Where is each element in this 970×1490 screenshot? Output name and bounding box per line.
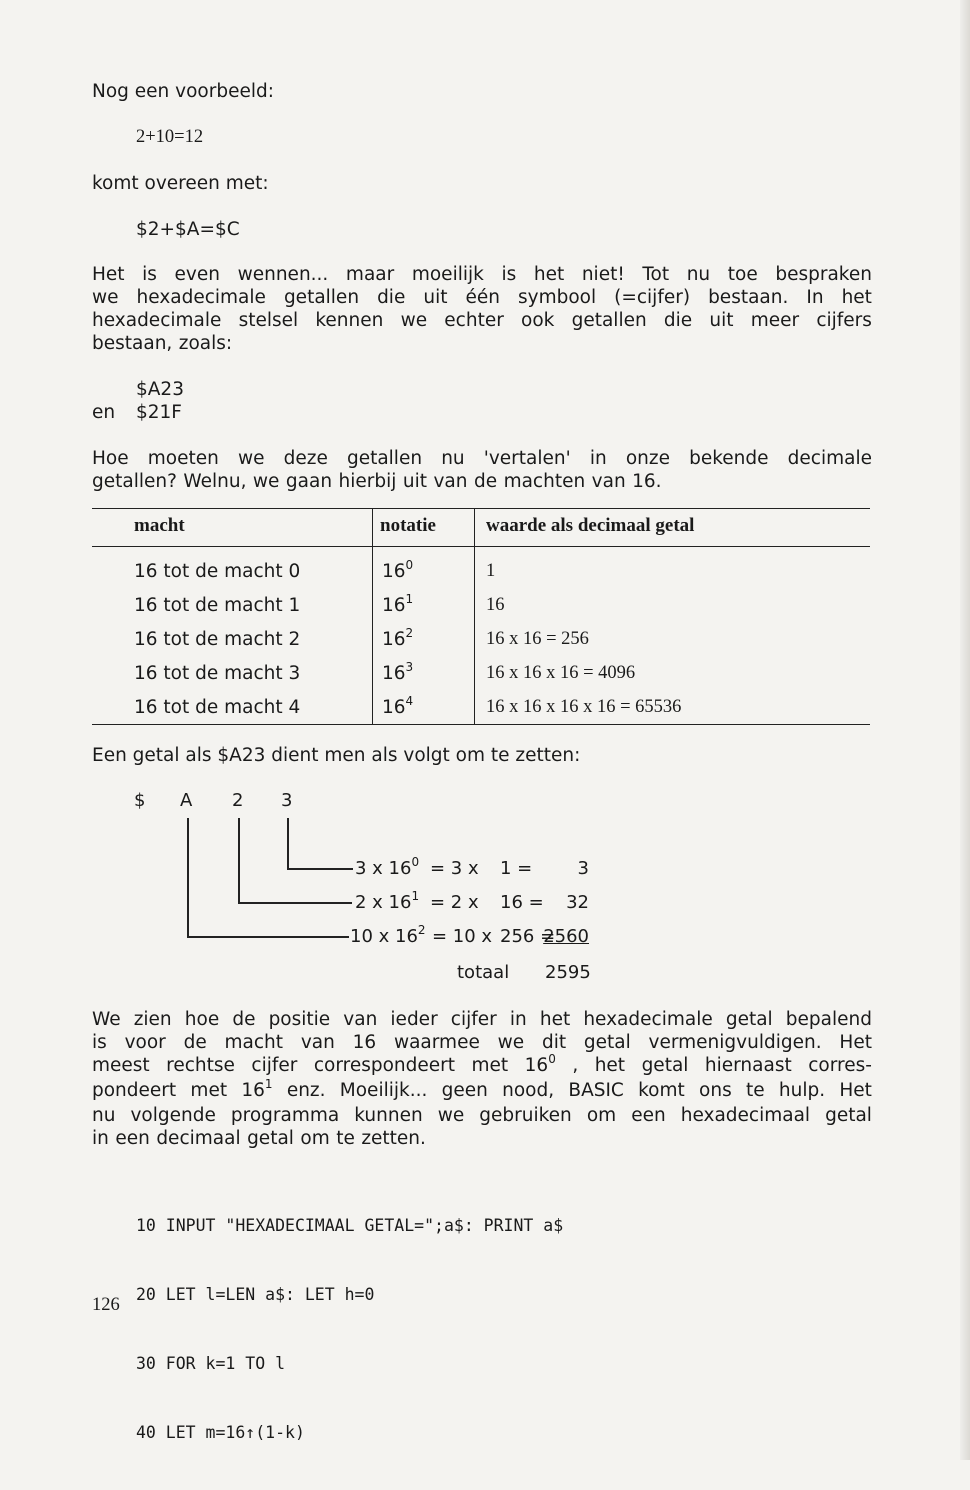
word: corres- xyxy=(808,1055,872,1076)
connector-digit-3 xyxy=(287,818,289,869)
header-macht: macht xyxy=(134,515,185,536)
word: , xyxy=(572,1055,579,1076)
word: de xyxy=(473,471,498,492)
word: getallen xyxy=(283,287,360,308)
word: hiernaast xyxy=(704,1055,792,1076)
word: zien xyxy=(133,1009,172,1030)
connector-arrow-2 xyxy=(238,902,352,904)
code-line-10: 10 INPUT "HEXADECIMAAL GETAL=";a$: PRINT a$ xyxy=(136,1216,564,1235)
word: het xyxy=(594,1055,626,1076)
paragraph-1 xyxy=(92,263,872,355)
word: echter xyxy=(444,310,504,331)
word: getal xyxy=(641,1055,689,1076)
word: positie xyxy=(268,1009,331,1030)
word: ieder xyxy=(390,1009,438,1030)
diagram-equals: = 2 x xyxy=(430,892,479,913)
word: meest xyxy=(92,1055,150,1076)
word: even xyxy=(174,264,220,285)
word: in xyxy=(589,448,607,469)
example-hex-21f: $21F xyxy=(136,402,182,423)
word: de xyxy=(183,1032,207,1053)
word: bestaan, xyxy=(92,333,173,354)
connector-arrow-3 xyxy=(287,868,353,870)
word: enz. xyxy=(286,1080,326,1101)
komt-overeen-line: komt overeen met: xyxy=(92,173,269,194)
word: cijfer xyxy=(251,1055,298,1076)
word: Moeilijk... xyxy=(339,1080,428,1101)
word: bestaan. xyxy=(708,287,789,308)
cell-macht: 16 tot de macht 2 xyxy=(134,629,301,650)
diagram-factor: 10 x $16^2$ xyxy=(350,923,426,947)
word: stelsel xyxy=(238,310,299,331)
word: bepalend xyxy=(785,1009,872,1030)
word: van xyxy=(433,471,468,492)
example-hex-a23: $A23 xyxy=(136,379,184,400)
basic-listing xyxy=(136,1168,563,1490)
word: uit xyxy=(402,471,428,492)
table-col-divider xyxy=(474,508,475,724)
word: decimaal xyxy=(156,1128,241,1149)
word: getal xyxy=(825,1105,872,1126)
word: te xyxy=(336,1128,355,1149)
total-value: 2595 xyxy=(545,962,591,983)
connector-digit-2 xyxy=(238,818,240,903)
digit-dollar: $ xyxy=(134,790,146,811)
word: het xyxy=(539,1009,571,1030)
word: meer xyxy=(750,310,800,331)
word: we xyxy=(237,448,265,469)
diagram-result: 32 xyxy=(566,892,589,913)
word: wennen... xyxy=(237,264,329,285)
word: is xyxy=(501,264,517,285)
word: Hoe xyxy=(92,448,129,469)
word: macht xyxy=(224,1032,284,1053)
word: onze xyxy=(625,448,670,469)
word: hexadecimale xyxy=(92,310,222,331)
word: getal xyxy=(583,1032,631,1053)
diagram-equals: = 3 x xyxy=(430,858,479,879)
word: die xyxy=(663,310,693,331)
word: cijfer xyxy=(450,1009,497,1030)
word: (=cijfer) xyxy=(614,287,691,308)
paragraph-1-line xyxy=(92,309,872,332)
word: getal xyxy=(725,1009,773,1030)
cell-notatie: $16^1$ xyxy=(382,592,414,616)
cell-waarde: 16 x 16 x 16 x 16 = 65536 xyxy=(486,697,682,717)
word: nu xyxy=(92,1105,116,1126)
word: om xyxy=(300,1128,330,1149)
intro-line: Nog een voorbeeld: xyxy=(92,81,274,102)
word: In xyxy=(806,287,824,308)
cell-waarde: 16 x 16 = 256 xyxy=(486,629,589,649)
connector-digit-a xyxy=(187,818,189,937)
word: BASIC xyxy=(568,1080,624,1101)
word: bespraken xyxy=(775,264,872,285)
word: toe xyxy=(727,264,758,285)
diagram-factor: 3 x $16^0$ xyxy=(355,855,420,879)
connector-arrow-a xyxy=(187,936,349,938)
cell-notatie: $16^0$ xyxy=(382,558,414,582)
word: uit xyxy=(423,287,448,308)
cell-macht: 16 tot de macht 0 xyxy=(134,561,301,582)
word: bekende xyxy=(689,448,769,469)
word: rechtse xyxy=(166,1055,235,1076)
word: we xyxy=(400,310,428,331)
word: zetten. xyxy=(361,1128,426,1149)
diagram-power: 1 = xyxy=(500,858,533,879)
code-line-20: 20 LET l=LEN a$: LET h=0 xyxy=(136,1285,375,1304)
word: om xyxy=(586,1105,617,1126)
word: geen xyxy=(441,1080,488,1101)
word: gaan xyxy=(285,471,333,492)
word: we xyxy=(437,1105,465,1126)
word: ons xyxy=(699,1080,732,1101)
word: 'vertalen' xyxy=(483,448,571,469)
word: we xyxy=(497,1032,525,1053)
paragraph-2 xyxy=(92,447,872,493)
word: met xyxy=(471,1055,509,1076)
table-col-divider xyxy=(372,508,373,724)
word: Het xyxy=(839,1032,872,1053)
word: Tot xyxy=(642,264,670,285)
paragraph-3-line xyxy=(92,1127,872,1150)
diagram-result: 2560 xyxy=(543,926,589,947)
code-line-40: 40 LET m=16↑(1-k) xyxy=(136,1423,305,1442)
total-label: totaal xyxy=(457,962,510,983)
word: 16 xyxy=(352,1032,377,1053)
paragraph-1-line xyxy=(92,332,872,355)
paragraph-2-line xyxy=(92,447,872,470)
word: het xyxy=(841,287,872,308)
word: in xyxy=(92,1128,109,1149)
word: getallen? xyxy=(92,471,177,492)
paragraph-3-line xyxy=(92,1104,872,1127)
word: Welnu, xyxy=(183,471,247,492)
word: een xyxy=(115,1128,150,1149)
cell-notatie: $16^3$ xyxy=(382,660,414,684)
cell-notatie: $16^2$ xyxy=(382,626,414,650)
word: machten xyxy=(503,471,586,492)
word: hoe xyxy=(184,1009,220,1030)
word: deze xyxy=(283,448,328,469)
digit-3: 3 xyxy=(281,790,293,811)
word: volgende xyxy=(130,1105,216,1126)
word: met xyxy=(190,1080,228,1101)
paragraph-2-line xyxy=(92,470,872,493)
word: $16^0$ xyxy=(524,1052,556,1076)
cell-macht: 16 tot de macht 3 xyxy=(134,663,301,684)
word: hexadecimale xyxy=(136,287,266,308)
paragraph-3-line xyxy=(92,1079,872,1104)
word: getallen xyxy=(571,310,647,331)
diagram-power: 16 = xyxy=(500,892,544,913)
diagram-factor: 2 x $16^1$ xyxy=(355,889,420,913)
word: van xyxy=(343,1009,378,1030)
cell-notatie: $16^4$ xyxy=(382,694,414,718)
word: we xyxy=(92,287,119,308)
word: $16^1$ xyxy=(241,1077,273,1101)
word: programma xyxy=(230,1105,340,1126)
word: hulp. xyxy=(778,1080,826,1101)
word: komt xyxy=(638,1080,685,1101)
word: symbool xyxy=(518,287,597,308)
page-number: 126 xyxy=(92,1295,120,1315)
word: niet! xyxy=(581,264,625,285)
paragraph-3-line xyxy=(92,1008,872,1031)
word: is xyxy=(142,264,157,285)
diagram-equals: = 10 x xyxy=(432,926,493,947)
paragraph-1-line xyxy=(92,263,872,286)
code-line-30: 30 FOR k=1 TO l xyxy=(136,1354,286,1373)
word: het xyxy=(533,264,565,285)
paragraph-3 xyxy=(92,1008,872,1150)
word: te xyxy=(746,1080,765,1101)
word: waarmee xyxy=(393,1032,480,1053)
word: hexadecimaal xyxy=(680,1105,811,1126)
table-bottom-rule xyxy=(92,724,870,725)
word: getal xyxy=(247,1128,294,1149)
table-top-rule xyxy=(92,508,870,509)
cell-waarde: 16 x 16 x 16 = 4096 xyxy=(486,663,636,683)
word: Het xyxy=(839,1080,872,1101)
word: 16. xyxy=(632,471,662,492)
word: decimale xyxy=(787,448,872,469)
paragraph-3-line xyxy=(92,1054,872,1079)
word: van xyxy=(591,471,626,492)
word: nu xyxy=(686,264,711,285)
word: één xyxy=(465,287,500,308)
word: hexadecimale xyxy=(583,1009,713,1030)
diagram-power: 256 = xyxy=(500,926,556,947)
header-notatie: notatie xyxy=(380,515,436,536)
word: We xyxy=(92,1009,121,1030)
word: die xyxy=(377,287,406,308)
digit-a: A xyxy=(180,790,193,811)
word: hierbij xyxy=(338,471,397,492)
diagram-result: 3 xyxy=(577,858,589,879)
cell-macht: 16 tot de macht 4 xyxy=(134,697,301,718)
word: gebruiken xyxy=(479,1105,572,1126)
word: is xyxy=(92,1032,107,1053)
word: nu xyxy=(441,448,465,469)
word: we xyxy=(252,471,280,492)
cell-waarde: 1 xyxy=(486,561,496,581)
word: voor xyxy=(124,1032,166,1053)
word: cijfers xyxy=(816,310,872,331)
word: getallen xyxy=(346,448,423,469)
paragraph-1-line xyxy=(92,286,872,309)
example-decimal-sum: 2+10=12 xyxy=(136,127,204,147)
word: pondeert xyxy=(92,1080,177,1101)
word: uit xyxy=(709,310,734,331)
word: kunnen xyxy=(354,1105,423,1126)
word: dit xyxy=(541,1032,567,1053)
word: moeilijk xyxy=(411,264,484,285)
word: de xyxy=(232,1009,256,1030)
cell-macht: 16 tot de macht 1 xyxy=(134,595,301,616)
word: van xyxy=(300,1032,335,1053)
word: maar xyxy=(345,264,395,285)
en-label: en xyxy=(92,402,116,423)
cell-waarde: 16 xyxy=(486,595,505,615)
table-header-rule xyxy=(92,546,870,547)
word: een xyxy=(631,1105,666,1126)
convert-intro: Een getal als $A23 dient men als volgt om te zetten: xyxy=(92,745,581,766)
digit-2: 2 xyxy=(232,790,244,811)
paragraph-3-line xyxy=(92,1031,872,1054)
word: ook xyxy=(521,310,555,331)
word: correspondeert xyxy=(313,1055,456,1076)
word: moeten xyxy=(147,448,219,469)
word: kennen xyxy=(315,310,384,331)
word: nood, xyxy=(502,1080,555,1101)
word: zoals: xyxy=(178,333,233,354)
page-edge-shadow xyxy=(960,0,970,1460)
word: vermenigvuldigen. xyxy=(648,1032,822,1053)
example-hex-sum: $2+$A=$C xyxy=(136,219,240,240)
header-waarde: waarde als decimaal getal xyxy=(486,515,695,536)
word: Het xyxy=(92,264,125,285)
word: in xyxy=(509,1009,527,1030)
